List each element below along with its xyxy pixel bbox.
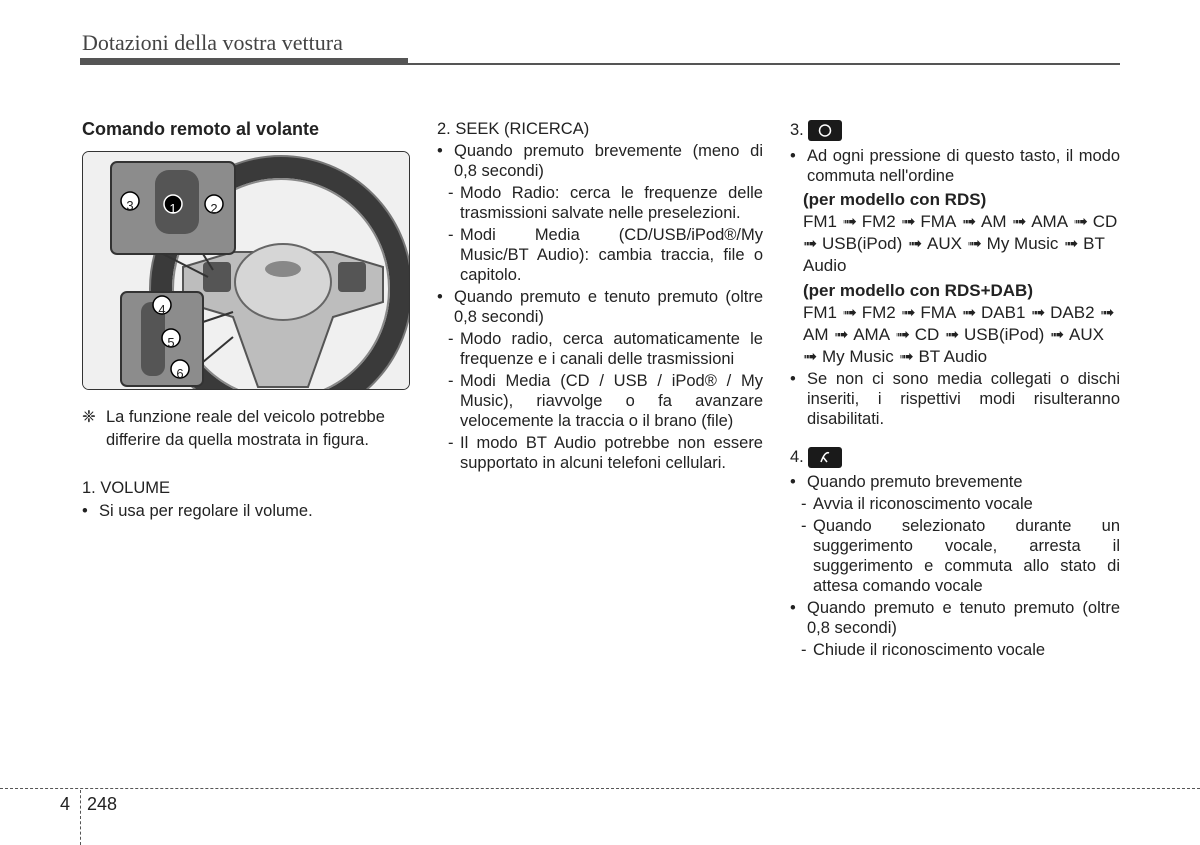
chapter-number: 4 [60,794,71,814]
page-header-title: Dotazioni della vostra vettura [82,30,343,55]
mode-item: FM1 [803,303,837,322]
mode-button-icon [808,120,842,141]
arrow-icon: ➟ [1096,303,1114,322]
mode-item: DAB1 [981,303,1026,322]
callout-6: 6 [176,366,184,381]
mode-item: CD [914,325,940,344]
mode-item: AUX [1069,325,1104,344]
arrow-icon: ➟ [897,303,919,322]
arrow-icon: ➟ [830,325,852,344]
item-2-bullet-1: • Quando premuto brevemente (meno di 0,8 secondi) [437,142,763,180]
arrow-icon: ➟ [941,325,963,344]
arrow-icon: ➟ [897,212,919,231]
footer-divider [80,790,81,845]
item-2-sub-1: - Modo Radio: cerca le frequenze delle trasmissioni salvate nelle preselezioni. [448,184,763,222]
mode-item: AMA [853,325,891,344]
arrow-icon: ➟ [892,325,913,344]
item-3-bullet-2: • Se non ci sono media collegati o dischi inseriti, i rispettivi modi risulteranno disabilitati. [790,370,1120,428]
mode-item: FMA [920,212,957,231]
mode-item: DAB2 [1050,303,1095,322]
arrow-icon: ➟ [1008,212,1030,231]
note-mark: ❈ [82,408,96,426]
item-4-bullet-2: • Quando premuto e tenuto premuto (oltre 0,8 secondi) [790,599,1120,637]
item-2-sub-4: - Modi Media (CD / USB / iPod® / My Music), riavvolge o fa avanzare velocemente la traccia o il brano (file) [448,372,763,430]
mode-item: CD [1092,212,1118,231]
dab-title: (per modello con RDS+DAB) [803,281,1033,300]
header-rule-thick [80,58,408,65]
arrow-icon: ➟ [1027,303,1049,322]
item-3-heading: 3. [790,118,1120,142]
arrow-icon: ➟ [963,234,985,253]
arrow-icon: ➟ [895,347,917,366]
dab-mode-sequence [790,302,1120,368]
item-1-bullet: • Si usa per regolare il volume. [82,502,313,520]
header-rule-thin [408,63,1120,65]
item-2-sub-2: - Modi Media (CD/USB/iPod®/My Music/BT Audio): cambia traccia, file o capitolo. [448,226,763,284]
figure-note [82,406,412,452]
item-4-bullet-1: • Quando premuto brevemente [790,473,1023,491]
mode-item: FM2 [861,303,896,322]
mode-item: My Music [821,347,894,366]
mode-item: AUX [926,234,962,253]
callout-4: 4 [158,302,166,317]
item-4-heading: 4. [790,445,1120,469]
mode-item: USB(iPod) [964,325,1045,344]
note-text: La funzione reale del veicolo potrebbe differire da quella mostrata in figura. [106,408,385,449]
steering-wheel-illustration [83,152,409,389]
section-title: Comando remoto al volante [82,119,320,139]
item-2-title: 2. SEEK (RICERCA) [437,120,590,138]
arrow-icon: ➟ [904,234,925,253]
mode-item: FM1 [803,212,837,231]
rds-title: (per modello con RDS) [803,190,987,209]
mode-item: AM [803,325,829,344]
mode-item: BT Audio [918,347,988,366]
callout-2: 2 [210,201,218,216]
mode-item: BT Audio [803,234,1105,275]
callout-3: 3 [126,198,134,213]
item-4-sub-1: - Avvia il riconoscimento vocale [801,495,1033,513]
mode-item: FM2 [861,212,896,231]
item-1-title: 1. VOLUME [82,479,171,497]
item-2-sub-3: - Modo radio, cerca automaticamente le frequenze e i canali delle trasmissioni [448,330,763,368]
column-middle [437,118,763,473]
mode-item: AMA [1031,212,1069,231]
item-2-bullet-2: • Quando premuto e tenuto premuto (oltre 0,8 secondi) [437,288,763,326]
arrow-icon: ➟ [1070,212,1091,231]
rds-mode-sequence [790,211,1120,277]
arrow-icon: ➟ [1046,325,1068,344]
page-number: 248 [87,794,118,814]
mode-item: FMA [920,303,957,322]
item-4-sub-3: - Chiude il riconoscimento vocale [801,641,1046,659]
callout-1: 1 [169,201,177,216]
item-2-sub-5: - Il modo BT Audio potrebbe non essere supportato in alcuni telefoni cellulari. [448,434,763,472]
footer-rule [0,788,1200,789]
mode-item: USB(iPod) [821,234,903,253]
item-3-bullet-1: • Ad ogni pressione di questo tasto, il modo commuta nell'ordine [790,147,1120,185]
callout-5: 5 [167,335,175,350]
mode-item: My Music [986,234,1059,253]
arrow-icon: ➟ [958,303,979,322]
voice-recognition-icon [808,447,842,468]
arrow-icon: ➟ [1060,234,1082,253]
arrow-icon: ➟ [839,303,860,322]
steering-wheel-figure [82,151,410,390]
arrow-icon: ➟ [803,347,820,366]
arrow-icon: ➟ [839,212,860,231]
column-left [82,118,412,521]
column-right [790,118,1120,660]
item-4-sub-2: - Quando selezionato durante un suggerimento vocale, arresta il suggerimento e commuta allo stato di attesa comando vocale [801,517,1120,595]
mode-item: AM [981,212,1007,231]
arrow-icon: ➟ [958,212,979,231]
arrow-icon: ➟ [803,234,820,253]
